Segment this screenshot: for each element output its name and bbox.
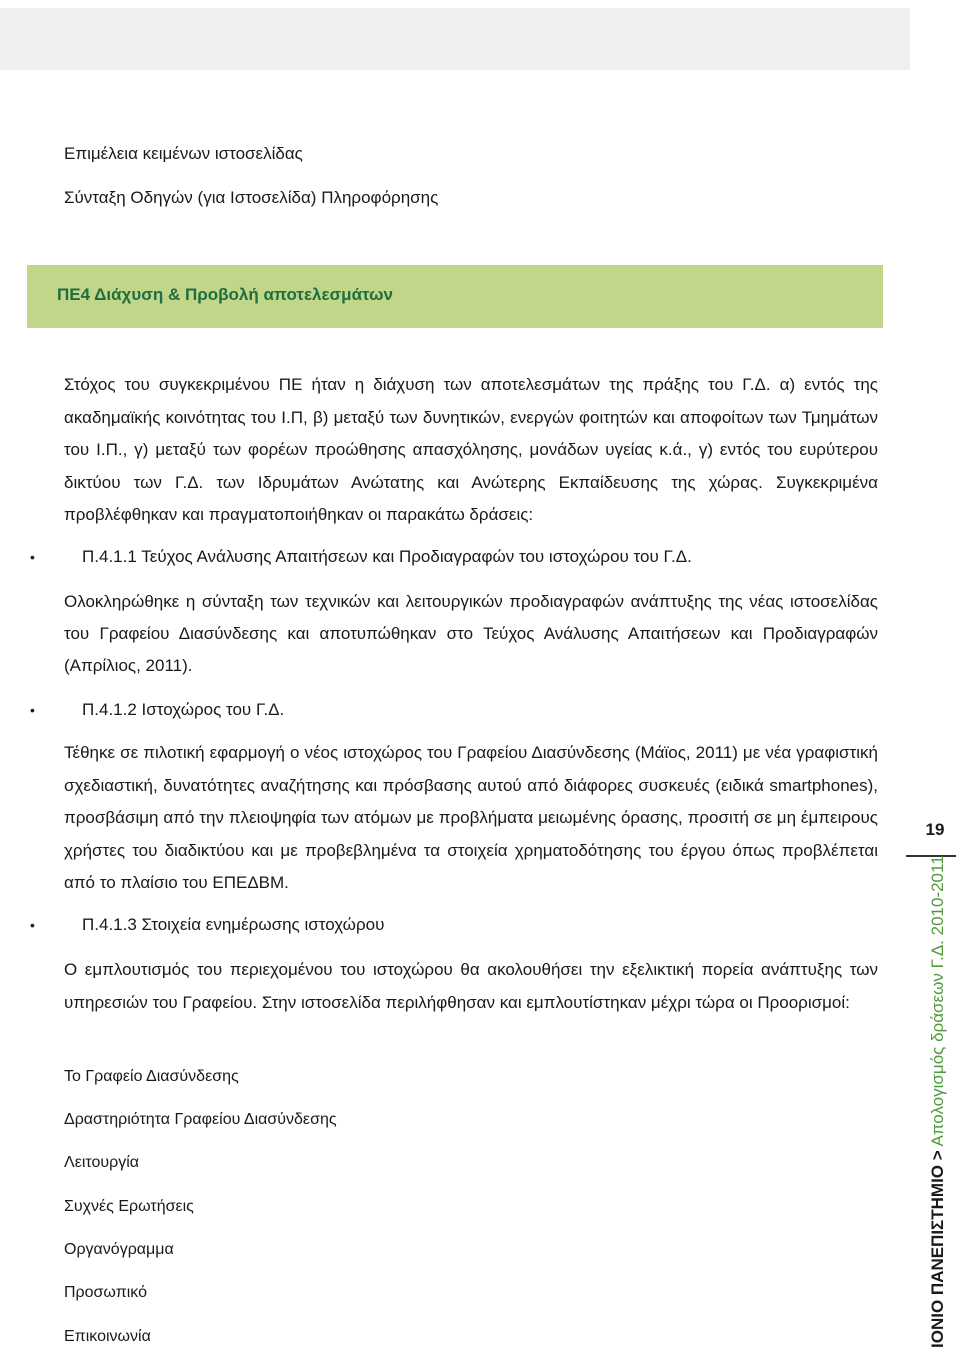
side-footer-university: ΙΟΝΙΟ ΠΑΝΕΠΙΣΤΗΜΙΟ > bbox=[928, 1150, 947, 1348]
list-item-bullet bbox=[30, 699, 284, 721]
side-footer-report-title: Απολογισμός δράσεων Γ.Δ. 2010-2011 bbox=[928, 855, 947, 1147]
section-header-box bbox=[27, 265, 883, 328]
bullet-icon: • bbox=[30, 549, 35, 565]
top-gray-band bbox=[0, 8, 910, 70]
destination-item: Οργανόγραμμα bbox=[64, 1241, 174, 1258]
destination-item: Συχνές Ερωτήσεις bbox=[64, 1198, 194, 1215]
header-line-1: Επιμέλεια κειμένων ιστοσελίδας bbox=[64, 144, 303, 163]
item-paragraph: Ολοκληρώθηκε η σύνταξη των τεχνικών και λειτουργικών προδιαγραφών ανάπτυξης της νέας ιστοσελίδας του Γραφείου Διασύνδεσης και αποτυπώθηκαν στο Τεύχος Ανάλυσης Απαιτήσεων και Προδιαγραφών (Απρίλιος, 2011). bbox=[64, 592, 878, 675]
destination-item: Το Γραφείο Διασύνδεσης bbox=[64, 1068, 239, 1085]
list-item-bullet bbox=[30, 546, 692, 568]
item-paragraph: Ο εμπλουτισμός του περιεχομένου του ιστοχώρου θα ακολουθήσει την εξελικτική πορεία ανάπτυξης των υπηρεσιών του Γραφείου. Στην ιστοσελίδα περιλήφθησαν και εμπλουτίστηκαν μέχρι τώρα οι Προορισμοί: bbox=[64, 960, 878, 1012]
bullet-icon: • bbox=[30, 917, 35, 933]
destination-item: Επικοινωνία bbox=[64, 1328, 151, 1345]
destination-item: Δραστηριότητα Γραφείου Διασύνδεσης bbox=[64, 1111, 337, 1128]
bullet-icon: • bbox=[30, 702, 35, 718]
destination-item: Προσωπικό bbox=[64, 1284, 147, 1301]
item-title: Π.4.1.2 Ιστοχώρος του Γ.Δ. bbox=[82, 700, 285, 719]
intro-paragraph: Στόχος του συγκεκριμένου ΠΕ ήταν η διάχυση των αποτελεσμάτων της πράξης του Γ.Δ. α) εντός της ακαδημαϊκής κοινότητας του Ι.Π, β) μεταξύ των δυνητικών, ενεργών φοιτητών και αποφοίτων των Τμημάτων του Ι.Π., γ) μεταξύ των φορέων προώθησης απασχόλησης, μονάδων υγείας κ.ά., γ) εντός του ευρύτερου δικτύου των Γ.Δ. των Ιδρυμάτων Ανώτατης και Ανώτερης Εκπαίδευσης της χώρας. Συγκεκριμένα προβλέφθηκαν και πραγματοποιήθηκαν οι παρακάτω δράσεις: bbox=[64, 375, 878, 524]
item-title: Π.4.1.3 Στοιχεία ενημέρωσης ιστοχώρου bbox=[82, 915, 385, 934]
list-item-bullet bbox=[30, 914, 384, 936]
side-footer-text bbox=[918, 855, 958, 1348]
header-line-2: Σύνταξη Οδηγών (για Ιστοσελίδα) Πληροφόρησης bbox=[64, 188, 439, 207]
page-number: 19 bbox=[925, 820, 945, 839]
item-paragraph: Τέθηκε σε πιλοτική εφαρμογή ο νέος ιστοχώρος του Γραφείου Διασύνδεσης (Μάϊος, 2011) με νέα γραφιστική σχεδιαστική, δυνατότητες αναζήτησης και πρόσβασης αυτού από διάφορες συσκευές (ειδικά smartphones), προσβάσιμη από την πλειοψηφία των ατόμων με προβλήματα μειωμένης όρασης, προσιτή σε μη έμπειρους χρήστες του διαδικτύου και με προβεβλημένα τα στοιχεία χρηματοδότησης του έργου όπως προβλέπεται από το πλαίσιο του ΕΠΕΔΒΜ. bbox=[64, 743, 878, 892]
destination-item: Λειτουργία bbox=[64, 1154, 140, 1171]
section-title: ΠΕ4 Διάχυση & Προβολή αποτελεσμάτων bbox=[57, 285, 393, 304]
item-title: Π.4.1.1 Τεύχος Ανάλυσης Απαιτήσεων και Προδιαγραφών του ιστοχώρου του Γ.Δ. bbox=[82, 547, 692, 566]
side-footer bbox=[918, 855, 958, 1348]
